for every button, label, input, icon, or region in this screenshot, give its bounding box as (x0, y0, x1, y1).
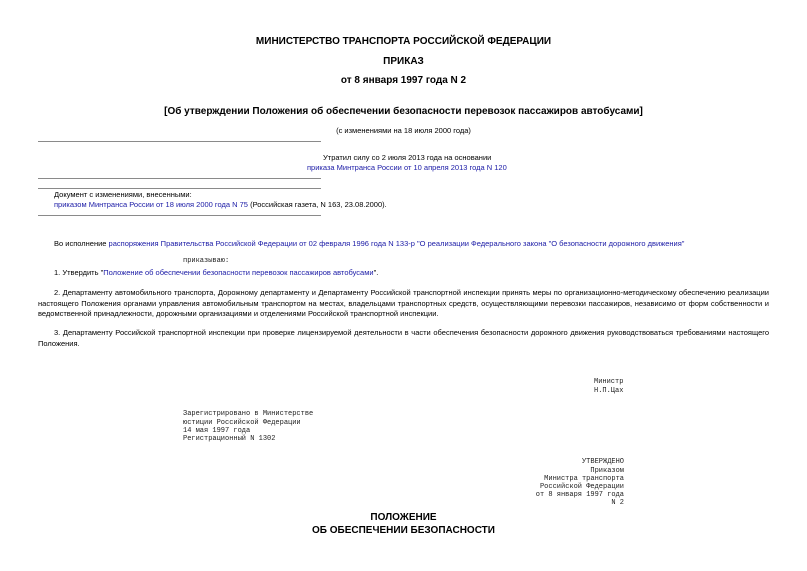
divider (38, 141, 321, 142)
preamble (54, 239, 684, 249)
registration-line: 14 мая 1997 года (183, 427, 251, 435)
registration-line: Зарегистрировано в Министерстве (183, 410, 314, 418)
approval-line: УТВЕРЖДЕНО (581, 458, 624, 466)
item-2: 2. Департаменту автомобильного транспорта, Дорожному департаменту и Департаменту Российской транспортной инспекции принять меры по организационно-методическому обеспечению реализации настоящего Положения органами управления автомобильным транспортом на местах, владельцами транспортных средств, осуществляющими перевозки пассажиров, независимо от форм собственности и ведомственной принадлежности, дорожными организациями и отделениями Российской транспортной инспекции. (38, 288, 769, 318)
preamble-prefix: Во исполнение (54, 239, 109, 248)
amending-order-link[interactable]: приказом Минтранса России от 18 июля 2000 года N 75 (54, 200, 248, 209)
approval-line: Российской Федерации (539, 483, 624, 491)
amendments-label: Документ с изменениями, внесенными: (54, 190, 192, 199)
government-order-link[interactable]: распоряжения Правительства Российской Федерации от 02 февраля 1996 года N 133-р "О реализации Федерального закона "О безопасности дорожного движения" (108, 239, 685, 248)
item-1-prefix: 1. Утвердить " (54, 268, 104, 277)
approval-line: Министра транспорта (544, 475, 624, 483)
divider (38, 178, 321, 179)
amendments-entry (54, 200, 387, 210)
document-date-number: от 8 января 1997 года N 2 (340, 75, 467, 86)
registration-line: юстиции Российской Федерации (183, 419, 301, 427)
repeal-note: Утратил силу со 2 июля 2013 года на основании (323, 153, 492, 162)
item-1 (54, 268, 378, 278)
ministry-heading: МИНИСТЕРСТВО ТРАНСПОРТА РОССИЙСКОЙ ФЕДЕРАЦИИ (255, 36, 552, 47)
amendments-source: (Российская газета, N 163, 23.08.2000). (247, 200, 387, 209)
appendix-title: ПОЛОЖЕНИЕ (370, 512, 437, 523)
repeal-order-link[interactable]: приказа Минтранса России от 10 апреля 2013 года N 120 (307, 163, 507, 172)
approval-line: от 8 января 1997 года (535, 491, 624, 499)
orders-word: приказываю: (183, 257, 230, 265)
item-3: 3. Департаменту Российской транспортной инспекции при проверке лицензируемой деятельности в части обеспечения безопасности дорожного движения руководствоваться требованиями настоящего Положения. (38, 328, 769, 348)
document-title: [Об утверждении Положения об обеспечении безопасности перевозок пассажиров автобусами] (164, 106, 643, 117)
item-1-suffix: ". (373, 268, 379, 277)
signatory-name: Н.П.Цах (594, 387, 624, 395)
signatory-position: Министр (594, 378, 624, 386)
appendix-subtitle: ОБ ОБЕСПЕЧЕНИИ БЕЗОПАСНОСТИ (312, 525, 495, 536)
divider (38, 188, 321, 189)
changes-note: (с изменениями на 18 июля 2000 года) (336, 126, 471, 135)
document-type: ПРИКАЗ (383, 56, 424, 67)
approval-line: Приказом (590, 467, 624, 475)
regulation-link[interactable]: Положение об обеспечении безопасности перевозок пассажиров автобусами (103, 268, 374, 277)
divider (38, 215, 321, 216)
approval-line: N 2 (611, 499, 624, 507)
registration-line: Регистрационный N 1302 (183, 435, 276, 443)
